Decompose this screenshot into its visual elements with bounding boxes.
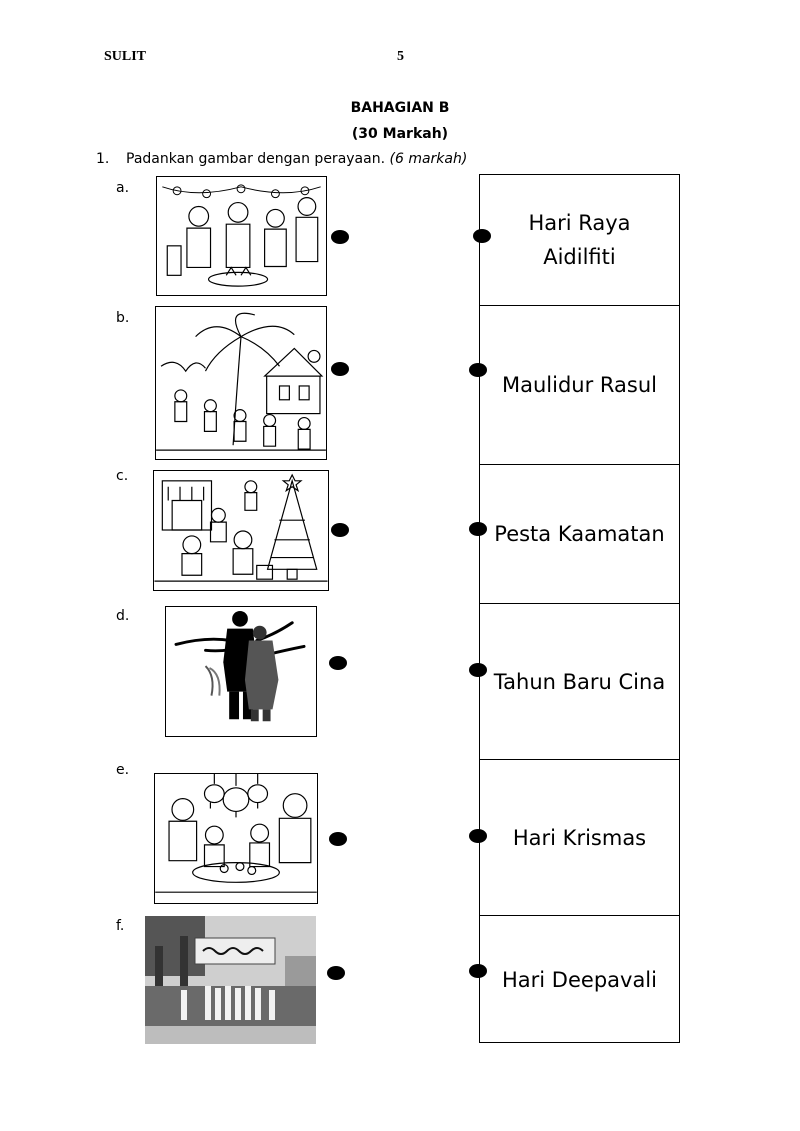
picture-e-chinese-new-year (154, 773, 318, 904)
section-title: BAHAGIAN B (350, 100, 450, 116)
picture-label-e: e. (116, 762, 130, 778)
picture-label-d: d. (116, 608, 130, 624)
answer-cell-5 (480, 759, 679, 915)
answer-cell-4 (480, 603, 679, 759)
answer-6-label: Hari Deepavali (502, 967, 657, 992)
picture-d-kaamatan-dancers (165, 606, 317, 737)
answer-cell-1 (480, 175, 679, 305)
answer-cell-3 (480, 464, 679, 603)
picture-f-maulidur-procession (145, 916, 316, 1044)
answer-1-line2: Aidilfiti (543, 245, 616, 269)
answer-1-line1: Hari Raya (528, 211, 631, 235)
question-text: Padankan gambar dengan perayaan. (126, 151, 386, 167)
picture-a-connector-dot[interactable] (331, 230, 349, 244)
picture-label-b: b. (116, 310, 130, 326)
picture-label-c: c. (116, 468, 129, 484)
answer-5-label: Hari Krismas (512, 825, 647, 850)
picture-e-connector-dot[interactable] (329, 832, 347, 846)
answer-4-label: Tahun Baru Cina (493, 669, 666, 694)
picture-f-connector-dot[interactable] (327, 966, 345, 980)
picture-c-christmas (153, 470, 329, 591)
picture-a-hari-raya (156, 176, 327, 296)
question-number: 1. (96, 151, 110, 167)
answer-table (479, 174, 680, 1043)
picture-label-a: a. (116, 180, 130, 196)
page-number: 5 (397, 49, 404, 64)
picture-c-connector-dot[interactable] (331, 523, 349, 537)
answer-3-label: Pesta Kaamatan (494, 522, 665, 546)
picture-b-kampung-celebration (155, 306, 327, 460)
picture-b-connector-dot[interactable] (331, 362, 349, 376)
section-marks: (30 Markah) (351, 126, 449, 142)
answer-cell-6 (480, 915, 679, 1043)
question-marks-note: (6 markah) (389, 151, 468, 167)
answer-cell-2 (480, 305, 679, 464)
header-sulit: SULIT (104, 49, 147, 64)
picture-label-f: f. (116, 918, 125, 934)
picture-d-connector-dot[interactable] (329, 656, 347, 670)
question-instruction (96, 151, 467, 167)
answer-2-label: Maulidur Rasul (502, 373, 657, 397)
